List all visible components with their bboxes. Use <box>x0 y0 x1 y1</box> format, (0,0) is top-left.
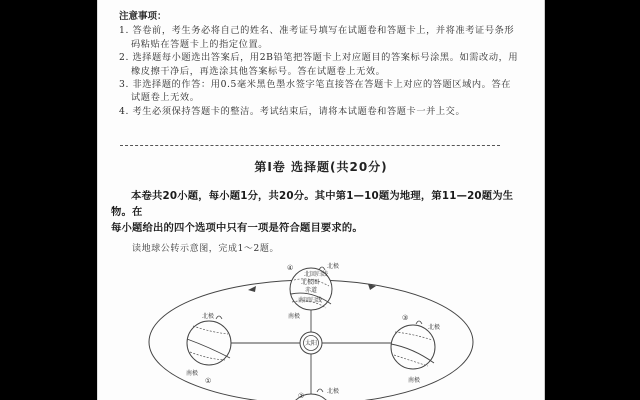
svg-text:北极: 北极 <box>327 263 340 270</box>
svg-text:北回归线: 北回归线 <box>304 271 329 278</box>
svg-text:北极圈: 北极圈 <box>301 279 320 286</box>
exam-page <box>97 0 545 400</box>
section-title: 第Ⅰ卷 选择题(共20分) <box>254 160 388 174</box>
earth-position-1 <box>186 312 231 385</box>
earth-position-2 <box>289 387 339 400</box>
instructions-line-2: 每小题给出的四个选项中只有一项是符合题目要求的。 <box>111 222 363 234</box>
svg-text:北极: 北极 <box>202 313 215 320</box>
note-item-4: 4. 考生必须保持答题卡的整洁。考试结束后，请将本试题卷和答题卡一并上交。 <box>119 105 466 117</box>
instructions-line-1: 本卷共20小题，每小题1分，共20分。其中第1—10题为地理，第11—20题为生物。在 <box>111 190 514 218</box>
section-divider <box>120 145 500 146</box>
sun <box>300 332 322 354</box>
note-item-2: 2. 选择题每小题选出答案后，用2B铅笔把答题卡上对应题目的答案标号涂黑。如需改动，用橡皮擦干净后，再选涂其他答案标号。答在试题卷上无效。 <box>119 52 519 77</box>
svg-text:南回归线: 南回归线 <box>298 297 323 304</box>
exam-notes <box>119 10 519 118</box>
svg-text:北极: 北极 <box>327 388 340 395</box>
earth-revolution-diagram <box>98 262 544 400</box>
svg-text:北极: 北极 <box>428 324 441 331</box>
svg-text:③: ③ <box>402 314 409 322</box>
svg-text:②: ② <box>298 392 305 400</box>
svg-text:太阳: 太阳 <box>304 340 318 347</box>
question-lead: 读地球公转示意图，完成1～2题。 <box>132 244 280 254</box>
earth-position-3 <box>391 314 440 384</box>
svg-text:④: ④ <box>287 264 294 272</box>
svg-text:①: ① <box>205 377 212 385</box>
svg-text:南极: 南极 <box>186 370 199 377</box>
section-instructions <box>111 188 531 236</box>
svg-text:南极: 南极 <box>408 377 421 384</box>
notes-title: 注意事项： <box>119 11 167 22</box>
note-item-1: 1. 答卷前，考生务必将自己的姓名、准考证号填写在试题卷和答题卡上，并将准考证号条形码粘贴在答题卡上的指定位置。 <box>119 25 515 50</box>
svg-text:赤道: 赤道 <box>305 287 318 294</box>
svg-text:南极: 南极 <box>288 313 301 320</box>
note-item-3: 3. 非选择题的作答：用0.5毫米黑色墨水签字笔直接答在答题卡上对应的答题区域内。答在试题卷上无效。 <box>119 79 512 104</box>
earth-position-4 <box>287 262 339 320</box>
